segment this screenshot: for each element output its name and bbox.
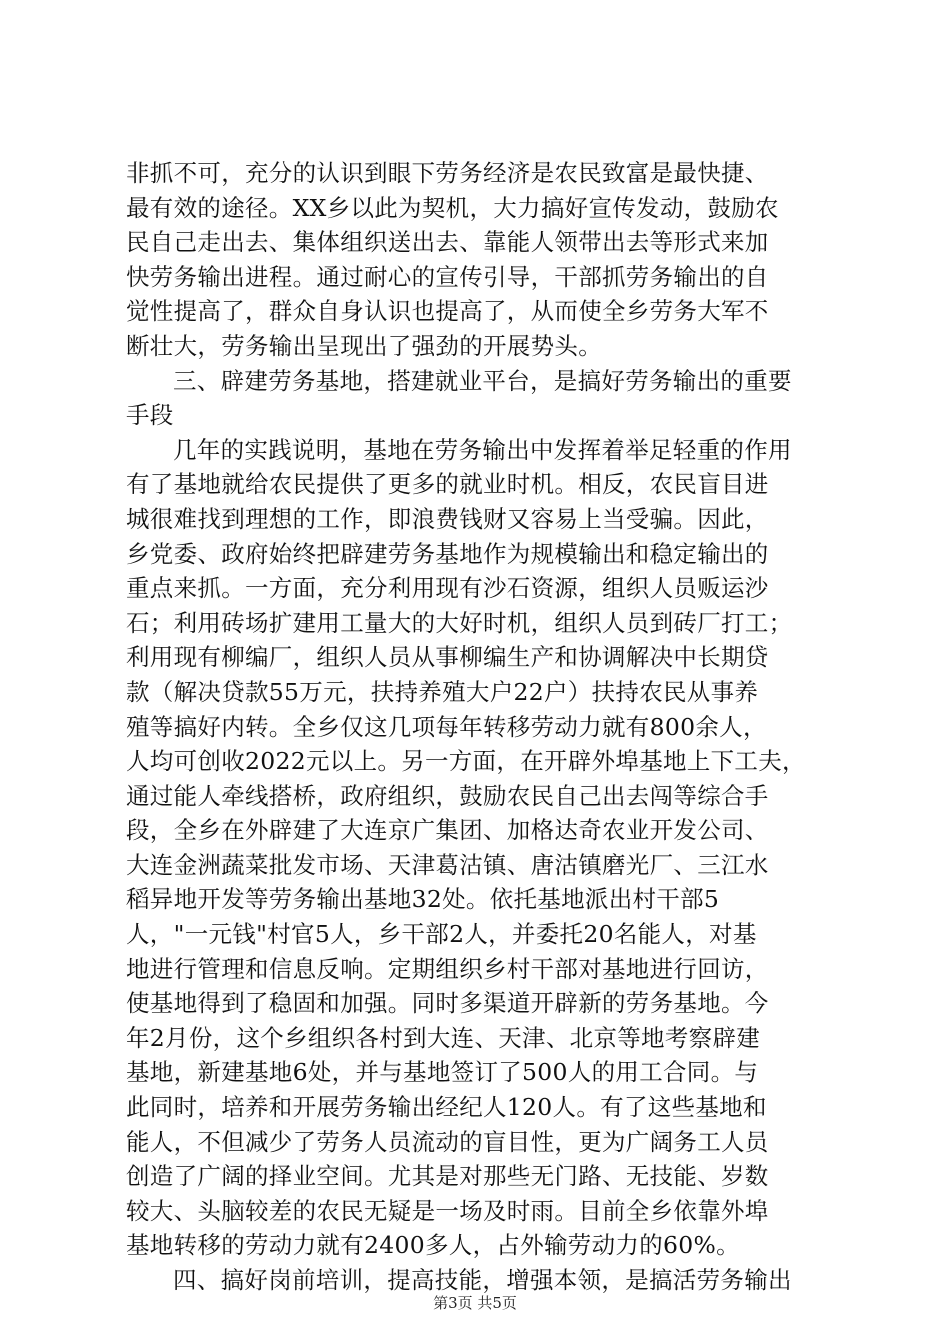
text-line: 较大、头脑较差的农民无疑是一场及时雨。目前全乡依靠外埠 [126,1196,769,1225]
text-line: 利用现有柳编厂，组织人员从事柳编生产和协调解决中长期贷 [126,643,769,672]
text-line: 创造了广阔的择业空间。尤其是对那些无门路、无技能、岁数 [126,1162,769,1191]
text-line: 通过能人牵线搭桥，政府组织，鼓励农民自己出去闯等综合手 [126,781,769,810]
text-line: 此同时，培养和开展劳务输出经纪人120人。有了这些基地和 [126,1093,767,1122]
text-line: 重点来抓。一方面，充分利用现有沙石资源，组织人员贩运沙 [126,574,769,603]
paragraph-start: 几年的实践说明，基地在劳务输出中发挥着举足轻重的作用 [173,435,792,464]
text-line: 人，"一元钱"村官5人，乡干部2人，并委托20名能人，对基 [126,920,757,949]
text-line: 人均可创收2022元以上。另一方面，在开辟外埠基地上下工夫， [126,747,806,776]
text-line: 城很难找到理想的工作，即浪费钱财又容易上当受骗。因此， [126,504,769,533]
text-line: 觉性提高了，群众自身认识也提高了，从而使全乡劳务大军不 [126,297,769,326]
text-line: 能人，不但减少了劳务人员流动的盲目性，更为广阔务工人员 [126,1127,769,1156]
text-line: 地进行管理和信息反响。定期组织乡村干部对基地进行回访， [126,954,769,983]
document-body [126,156,836,1298]
text-line: 殖等搞好内转。全乡仅这几项每年转移劳动力就有800余人， [126,712,767,741]
text-line: 快劳务输出进程。通过耐心的宣传引导，干部抓劳务输出的自 [126,262,769,291]
text-line: 非抓不可，充分的认识到眼下劳务经济是农民致富是最快捷、 [126,159,769,187]
text-line: 有了基地就给农民提供了更多的就业时机。相反，农民盲目进 [126,470,769,499]
text-line: 大连金洲蔬菜批发市场、天津葛沽镇、唐沽镇磨光厂、三江水 [126,850,769,879]
text-line: 款（解决贷款55万元，扶持养殖大户22户）扶持农民从事养 [126,677,759,706]
text-line: 石；利用砖场扩建用工量大的大好时机，组织人员到砖厂打工； [126,608,793,637]
text-line: 基地转移的劳动力就有2400多人，占外输劳动力的60%。 [126,1231,740,1260]
page-number: 第3页 共5页 [433,1294,517,1312]
text-line: 基地，新建基地6处，并与基地签订了500人的用工合同。与 [126,1058,759,1087]
text-line: 乡党委、政府始终把辟建劳务基地作为规模输出和稳定输出的 [126,539,769,568]
text-line: 民自己走出去、集体组织送出去、靠能人领带出去等形式来加 [126,228,769,257]
text-line: 稻异地开发等劳务输出基地32处。依托基地派出村干部5 [126,885,720,914]
section-heading-3: 三、辟建劳务基地，搭建就业平台，是搞好劳务输出的重要 [173,366,792,395]
text-line: 使基地得到了稳固和加强。同时多渠道开辟新的劳务基地。今 [126,989,769,1018]
text-line: 断壮大，劳务输出呈现出了强劲的开展势头。 [126,331,602,360]
text-line: 段，全乡在外辟建了大连京广集团、加格达奇农业开发公司、 [126,816,769,845]
section-heading-4: 四、搞好岗前培训，提高技能，增强本领，是搞活劳务输出 [173,1266,792,1294]
section-heading-3-continued: 手段 [126,401,174,430]
text-line: 最有效的途径。XX乡以此为契机，大力搞好宣传发动，鼓励农 [126,193,779,222]
text-line: 年2月份，这个乡组织各村到大连、天津、北京等地考察辟建 [126,1023,761,1052]
